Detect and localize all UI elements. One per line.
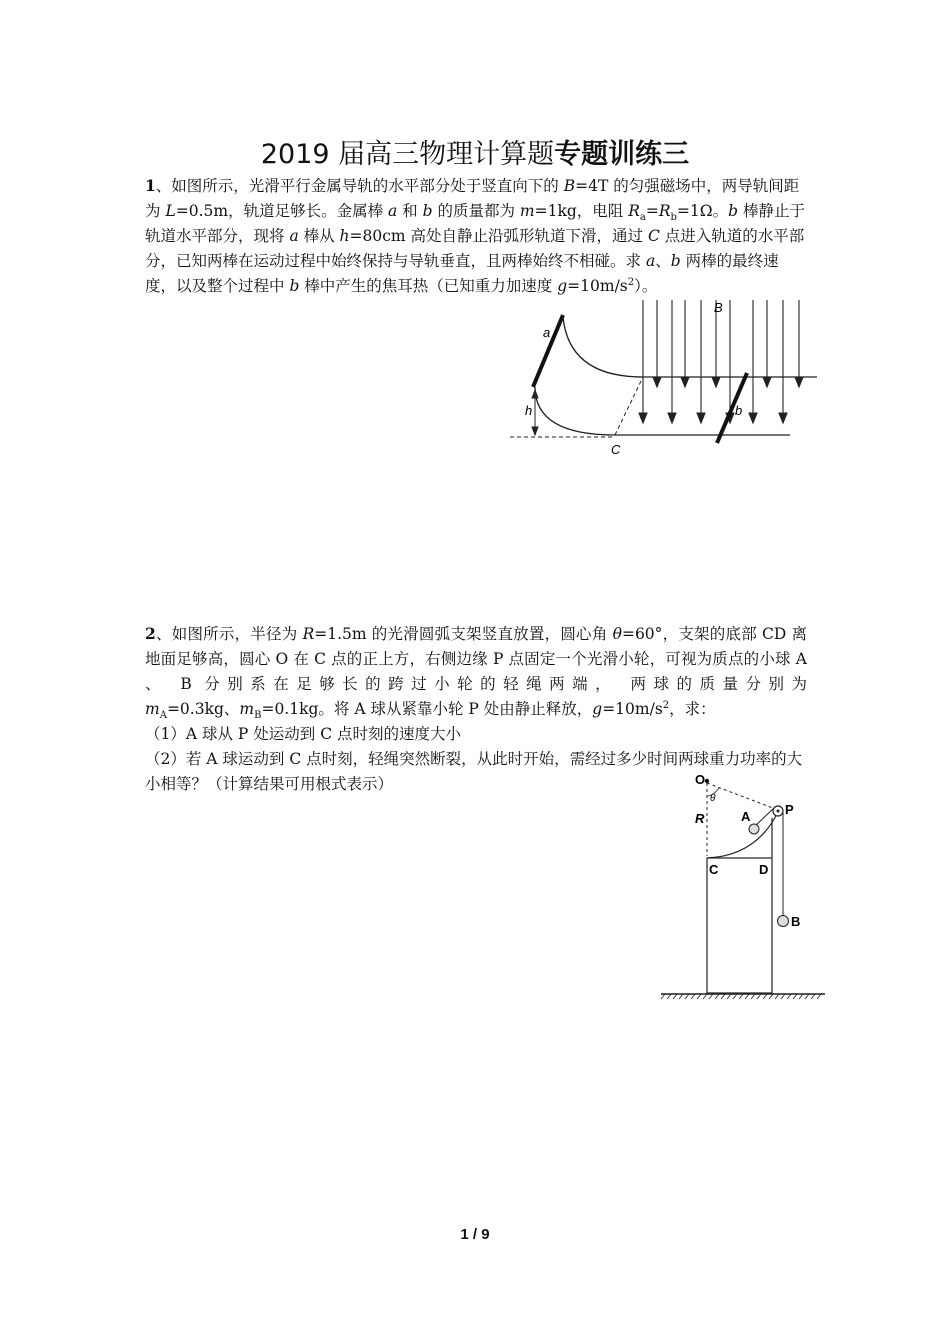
q1-var: R: [628, 202, 640, 220]
question-1-number: 1: [145, 176, 156, 195]
q1-seg: 和: [397, 202, 423, 220]
page-number: 1 / 9: [460, 1226, 490, 1243]
q1-var: a: [289, 227, 299, 245]
label-b-field: B: [714, 300, 723, 315]
q2-var: m: [239, 700, 255, 718]
q2-seg: =60°，支架的底部 CD 离地面足够高，圆心 O 在 C 点的正上方，右侧边缘 P 点固定一个光滑小轮，可视为质点的小球 A 、 B 分别系在足够长的跨过小轮的轻绳两端， 两球的质量分别为: [145, 625, 807, 693]
q1-var: b: [289, 277, 300, 295]
label-b: B: [791, 914, 801, 929]
rod-b: [717, 373, 747, 443]
title-part2: 专题训练三: [554, 139, 690, 170]
q1-var: b: [422, 202, 433, 220]
sub-question-1: （1）A 球从 P 处运动到 C 点时刻的速度大小: [145, 725, 461, 743]
label-a: a: [543, 325, 551, 340]
q1-sub: a: [639, 212, 646, 224]
q1-var: L: [165, 202, 176, 220]
q2-var: g: [592, 700, 603, 718]
q1-seg: =10m/s: [567, 277, 628, 295]
q1-var: b: [728, 202, 739, 220]
label-d: D: [759, 862, 769, 877]
q1-seg: 棒静止于轨道水平部分，现将: [145, 202, 805, 245]
q2-var: θ: [612, 625, 622, 643]
q2-seg: =10m/s: [602, 700, 663, 718]
question-2-text-cont: [145, 697, 807, 722]
ball-b: [778, 916, 789, 927]
support-stand: [707, 858, 772, 993]
q1-sub: b: [670, 212, 677, 224]
q2-seg: =0.3kg、: [166, 700, 240, 718]
q1-var: B: [563, 177, 576, 195]
figure-2-arc-support-diagram: [655, 768, 830, 1003]
upper-rail: [563, 317, 817, 377]
q1-var: m: [519, 202, 535, 220]
q1-seg: 的质量都为: [432, 202, 520, 220]
height-arrow: [532, 390, 538, 435]
sub-question-2: （2）若 A 球运动到 C 点时刻，轻绳突然断裂，从此时开始，需经过多少时间两球重力功率的大小相等？（计算结果可用根式表示）: [145, 750, 803, 793]
question-2-text: [145, 621, 807, 697]
label-c: C: [611, 442, 621, 457]
q1-var: C: [647, 227, 660, 245]
q2-seg: 、如图所示，半径为: [155, 625, 303, 643]
label-a: A: [741, 809, 751, 824]
title-part1: 2019 届高三物理计算题: [260, 139, 555, 170]
q1-seg: 棒中产生的焦耳热（已知重力加速度: [299, 277, 558, 295]
magnetic-field-arrows: [639, 300, 803, 423]
q1-var: R: [658, 202, 671, 220]
q1-seg: 点进入轨道的水平部分，已知两棒在运动过程中始终保持与导轨垂直，且两棒始终不相碰。求: [145, 227, 805, 270]
q2-seg: ，求：: [669, 700, 716, 718]
label-h: h: [525, 403, 533, 418]
c-dashed-line: [615, 377, 643, 435]
q1-var: h: [339, 227, 350, 245]
label-b-rod: b: [735, 403, 743, 418]
lower-rail: [535, 387, 790, 435]
center-point-o: [705, 779, 709, 783]
q2-seg: =0.1kg。将 A 球从紧靠小轮 P 处由静止释放，: [261, 700, 593, 718]
q1-seg: 两棒的最终速度，以及整个过程中: [145, 252, 779, 295]
radius-op-line: [707, 783, 778, 810]
figure-1-rails-diagram: [505, 295, 825, 460]
pulley-axle: [777, 810, 780, 813]
q1-seg: =1kg，电阻: [534, 202, 629, 220]
q1-seg: 、如图所示，光滑平行金属导轨的水平部分处于竖直向下的: [155, 177, 564, 195]
q2-var: R: [302, 625, 315, 643]
q1-seg: =80cm 高处自静止沿弧形轨道下滑，通过: [349, 227, 648, 245]
q2-var: m: [145, 700, 160, 718]
label-theta: θ: [710, 793, 716, 804]
page-title: [0, 132, 950, 171]
q1-seg: =1Ω。: [676, 202, 729, 220]
question-2-number: 2: [145, 624, 156, 643]
question-1: [145, 173, 807, 299]
q2-seg: =1.5m 的光滑圆弧支架竖直放置，圆心角: [314, 625, 613, 643]
q2-sup: 2: [662, 699, 670, 711]
q1-seg: =4T 的匀强磁场中，两导轨间距为: [145, 177, 800, 220]
q1-seg: =: [645, 202, 659, 220]
q1-seg: 、: [655, 252, 671, 270]
label-r: R: [695, 811, 705, 826]
q1-var: b: [670, 252, 681, 270]
ball-a: [749, 824, 759, 834]
question-1-text: [145, 173, 807, 299]
q2-sub: A: [159, 710, 167, 722]
label-o: O: [695, 772, 706, 787]
q1-var: a: [645, 252, 656, 270]
q1-var: g: [557, 277, 568, 295]
q1-var: a: [388, 202, 398, 220]
q1-seg: =0.5m，轨道足够长。金属棒: [175, 202, 388, 220]
q1-seg: 棒从: [298, 227, 340, 245]
q1-seg: ）。: [634, 277, 658, 295]
q2-sub: B: [254, 710, 262, 722]
label-p: P: [785, 802, 794, 817]
q1-sup: 2: [627, 276, 635, 288]
label-c: C: [709, 862, 719, 877]
